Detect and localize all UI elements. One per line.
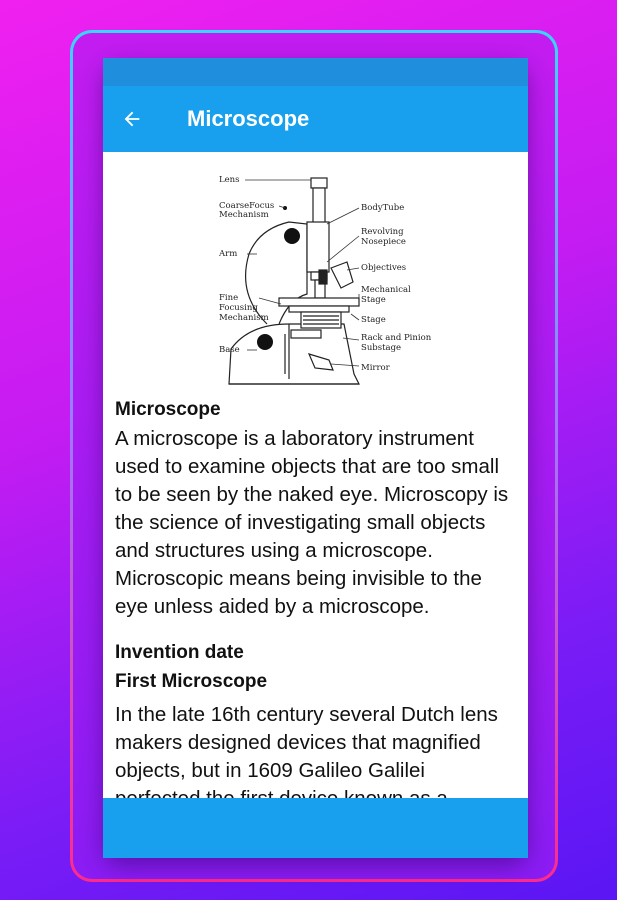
label-lens: Lens	[219, 175, 240, 185]
article-body	[103, 396, 528, 841]
label-coarse-focus: CoarseFocus	[219, 201, 275, 211]
label-revolving: Revolving	[361, 227, 404, 237]
label-mechanical-stage: Stage	[361, 295, 386, 305]
label-coarse-mechanism: Mechanism	[219, 210, 269, 220]
section-heading: Invention date	[115, 642, 244, 663]
label-focusing: Focusing	[219, 303, 258, 313]
label-nosepiece: Nosepiece	[361, 237, 406, 247]
label-stage: Stage	[361, 315, 386, 325]
app-bar	[103, 86, 528, 152]
back-button[interactable]	[103, 86, 161, 152]
label-objectives: Objectives	[361, 263, 407, 273]
bottom-bar	[103, 798, 528, 858]
section-subheading: First Microscope	[115, 671, 268, 692]
article-paragraph: A microscope is a laboratory instrument used to examine objects that are too small to be seen by the naked eye. Microscopy is the science of investigating small objects and structures using a microscope. Microscopic means being invisible to the eye unless aided by a microscope.	[115, 427, 509, 618]
status-bar	[103, 58, 528, 86]
label-body-tube: BodyTube	[361, 203, 405, 213]
label-fine: Fine	[219, 293, 239, 303]
page-title: Microscope	[187, 106, 310, 131]
label-mechanical: Mechanical	[361, 285, 411, 295]
microscope-diagram	[219, 174, 439, 388]
label-rack-pinion: Rack and Pinion	[361, 333, 432, 343]
label-fine-mechanism: Mechanism	[219, 313, 269, 323]
section-paragraph: In the late 16th century several Dutch lens makers designed devices that magnified objects, but in 1609 Galileo Galilei	[115, 703, 498, 782]
label-arm: Arm	[219, 249, 238, 259]
phone-screen	[103, 58, 528, 858]
label-substage: Substage	[361, 343, 402, 353]
article-heading: Microscope	[115, 399, 221, 420]
arrow-left-icon	[121, 108, 143, 130]
label-base: Base	[219, 345, 240, 355]
scroll-content[interactable]	[103, 152, 528, 798]
label-mirror: Mirror	[361, 363, 390, 373]
